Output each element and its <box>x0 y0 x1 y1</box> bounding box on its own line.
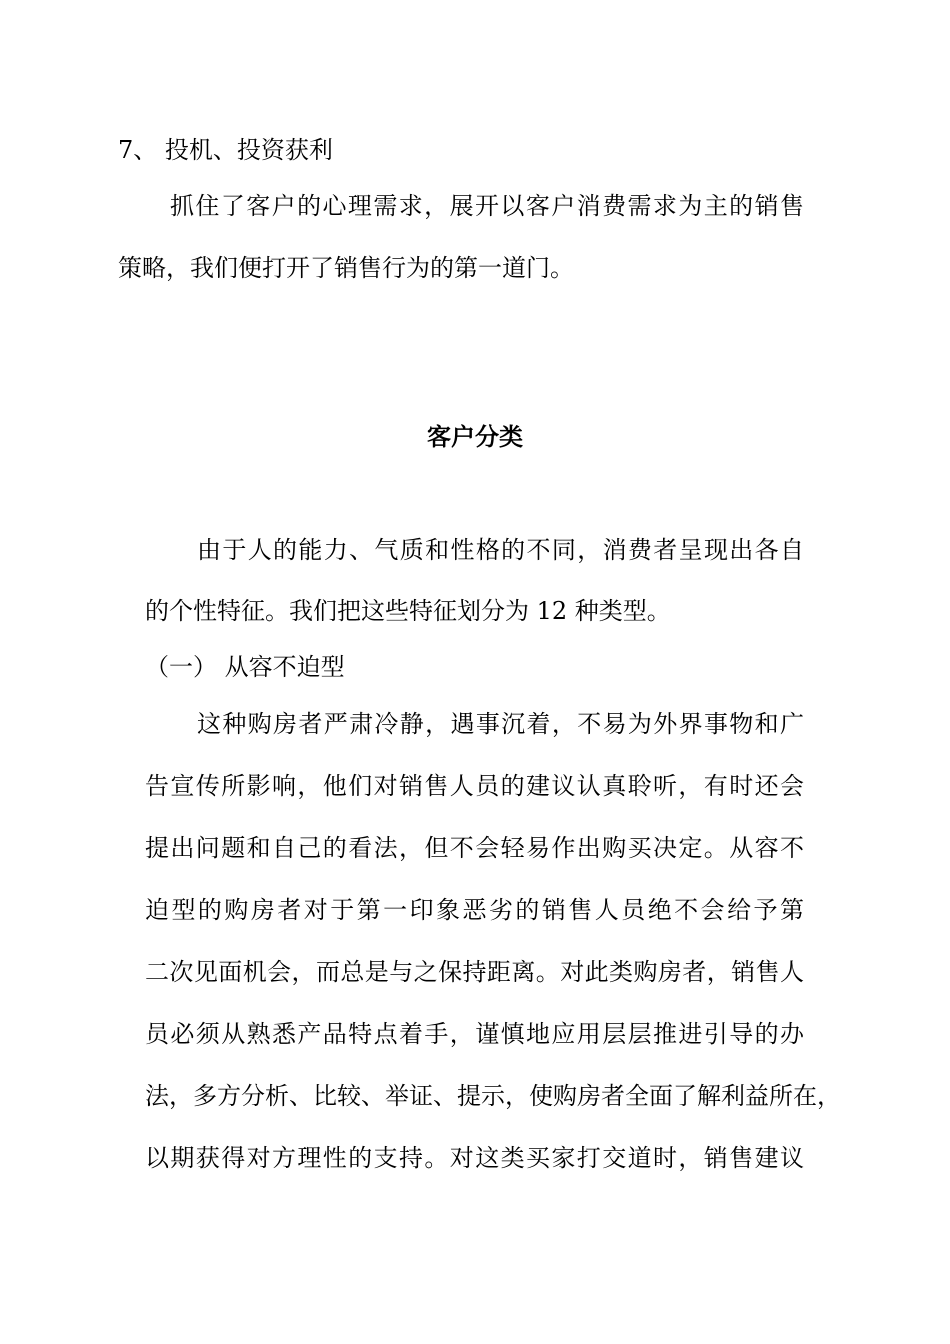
paragraph-line: 策略，我们便打开了销售行为的第一道门。 <box>118 254 574 282</box>
paragraph-line: 以期获得对方理性的支持。对这类买家打交道时，销售建议 <box>145 1144 804 1172</box>
paragraph-line: 二次见面机会，而总是与之保持距离。对此类购房者，销售人 <box>145 958 804 986</box>
section-heading: 客户分类 <box>427 423 523 451</box>
paragraph-line: 告宣传所影响，他们对销售人员的建议认真聆听，有时还会 <box>145 772 804 800</box>
list-item-title: 7、 投机、投资获利 <box>118 136 333 164</box>
paragraph-line: 员必须从熟悉产品特点着手，谨慎地应用层层推进引导的办 <box>145 1020 804 1048</box>
paragraph-line: 迫型的购房者对于第一印象恶劣的销售人员绝不会给予第 <box>145 896 804 924</box>
paragraph-line: 这种购房者严肃冷静，遇事沉着，不易为外界事物和广 <box>197 710 804 738</box>
paragraph-line: 的个性特征。我们把这些特征划分为 12 种类型。 <box>145 597 671 625</box>
paragraph-line: 法，多方分析、比较、举证、提示，使购房者全面了解利益所在， <box>145 1082 841 1110</box>
paragraph-line: 抓住了客户的心理需求，展开以客户消费需求为主的销售 <box>170 192 804 220</box>
paragraph-line: 提出问题和自己的看法，但不会轻易作出购买决定。从容不 <box>145 834 804 862</box>
subsection-title: （一） 从容不迫型 <box>145 653 345 681</box>
paragraph-line: 由于人的能力、气质和性格的不同，消费者呈现出各自 <box>197 536 804 564</box>
